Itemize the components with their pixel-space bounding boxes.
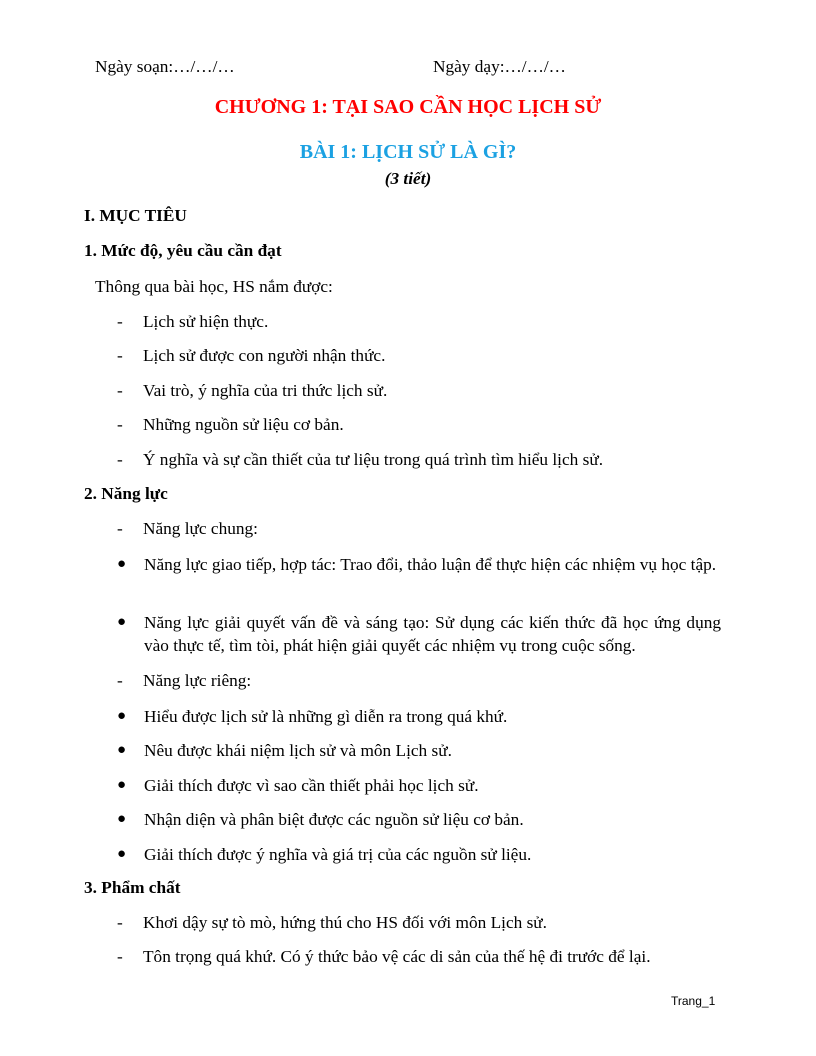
list-item-text: Tôn trọng quá khứ. Có ý thức bảo vệ các di sản của thế hệ đi trước để lại. [143,947,651,966]
dash-marker: - [117,312,123,331]
specific-competency-label: Năng lực riêng: [143,671,252,690]
list-item [117,774,721,797]
chapter-title: CHƯƠNG 1: TẠI SAO CẦN HỌC LỊCH SỬ [214,96,602,118]
list-item-text: Giải thích được vì sao cần thiết phải học lịch sử. [144,776,479,795]
dash-marker: - [117,947,123,966]
dash-marker: - [117,381,123,400]
dash-marker: - [117,415,123,434]
dash-marker: - [117,346,123,365]
general-competency-label: Năng lực chung: [143,519,258,538]
list-item [117,739,721,762]
list-item-text: Ý nghĩa và sự cần thiết của tư liệu trong quá trình tìm hiểu lịch sử. [143,450,604,469]
list-item-text: Khơi dậy sự tò mò, hứng thú cho HS đối với môn Lịch sử. [143,913,547,932]
list-item [117,553,721,576]
dash-marker: - [117,671,123,690]
bullet-marker: ● [117,742,127,758]
list-item-text: Năng lực giải quyết vấn đề và sáng tạo: Sử dụng các kiến thức đã học ứng dụng vào thực tế, tìm tòi, phát hiện giải quyết các nhiệm vụ trong cuộc sống. [144,613,721,655]
sub1-heading: 1. Mức độ, yêu cầu cần đạt [84,241,282,260]
list-item-text: Lịch sử được con người nhận thức. [143,346,386,365]
sub2-heading: 2. Năng lực [84,484,168,503]
bullet-marker: ● [117,556,127,572]
list-item-text: Năng lực giao tiếp, hợp tác: Trao đổi, thảo luận để thực hiện các nhiệm vụ học tập. [144,555,717,574]
list-item-text: Lịch sử hiện thực. [143,312,269,331]
section-objectives-heading: I. MỤC TIÊU [84,206,187,225]
list-item-text: Nêu được khái niệm lịch sử và môn Lịch sử. [144,741,452,760]
list-item [117,611,721,657]
list-item-text: Giải thích được ý nghĩa và giá trị của các nguồn sử liệu. [144,845,532,864]
list-item [117,843,721,866]
dash-marker: - [117,913,123,932]
list-item-text: Nhận diện và phân biệt được các nguồn sử liệu cơ bản. [144,810,524,829]
lesson-periods: (3 tiết) [384,169,432,188]
prepared-date: Ngày soạn:…/…/… [95,57,235,76]
list-item-text: Hiểu được lịch sử là những gì diễn ra trong quá khứ. [144,707,508,726]
list-item-text: Những nguồn sử liệu cơ bản. [143,415,344,434]
list-item [117,808,721,831]
teaching-date: Ngày dạy:…/…/… [433,57,566,76]
bullet-marker: ● [117,811,127,827]
list-item-text: Vai trò, ý nghĩa của tri thức lịch sử. [143,381,388,400]
list-item [117,705,721,728]
bullet-marker: ● [117,708,127,724]
bullet-marker: ● [117,777,127,793]
page-number: Trang_1 [671,994,716,1008]
lesson-title: BÀI 1: LỊCH SỬ LÀ GÌ? [299,141,517,163]
dash-marker: - [117,450,123,469]
dash-marker: - [117,519,123,538]
bullet-marker: ● [117,846,127,862]
sub3-heading: 3. Phẩm chất [84,878,181,897]
bullet-marker: ● [117,614,127,630]
sub1-intro: Thông qua bài học, HS nắm được: [95,277,333,296]
